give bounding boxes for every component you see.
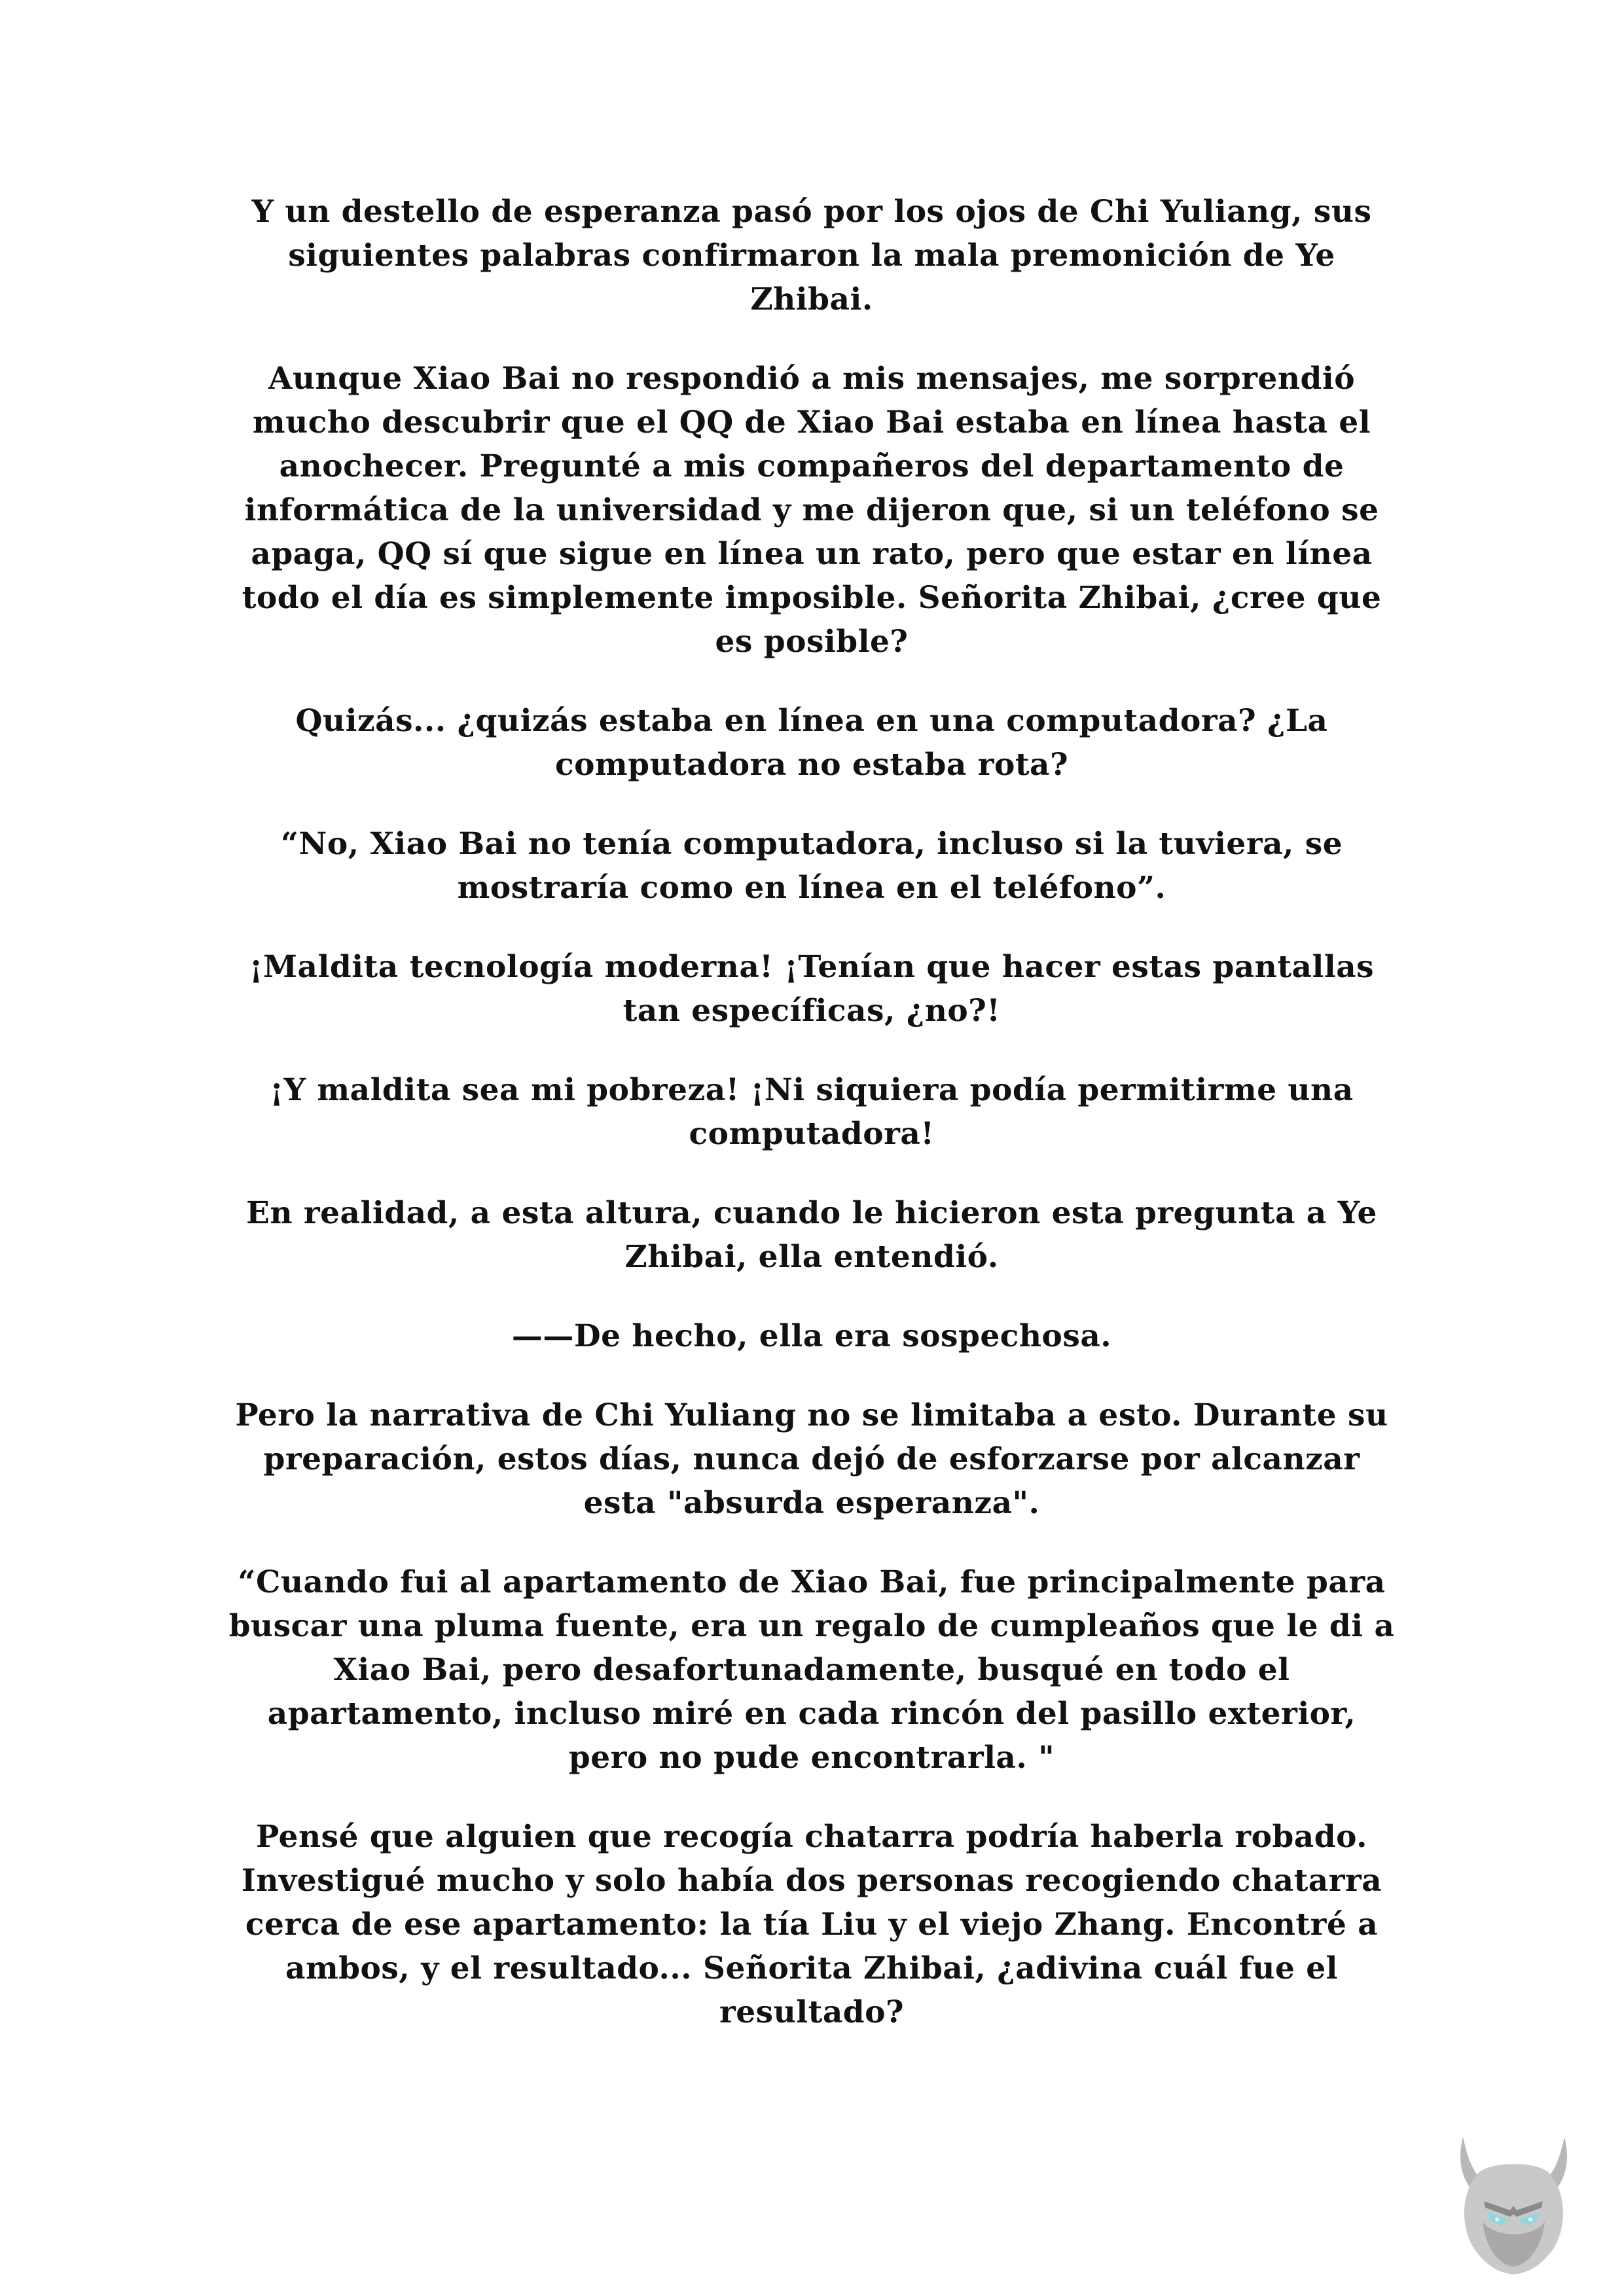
paragraph-10: “Cuando fui al apartamento de Xiao Bai, fue principalmente para buscar una pluma fuente, era un regalo de cumpleaños que le di a Xiao Bai, pero desafortunadamente, busqué en todo el apartamento, incluso miré en cada rincón del pasillo exterior, pero no pude encontrarla. "	[228, 1564, 1395, 1776]
paragraph-11: Pensé que alguien que recogía chatarra podría haberla robado. Investigué mucho y solo había dos personas recogiendo chatarra cerca de ese apartamento: la tía Liu y el viejo Zhang. Encontré a ambos, y el resultado... Señorita Zhibai, ¿adivina cuál fue el resultado?	[241, 1819, 1382, 2030]
paragraph-2: Aunque Xiao Bai no respondió a mis mensajes, me sorprendió mucho descubrir que el QQ de Xiao Bai estaba en línea hasta el anochecer. Pregunté a mis compañeros del departamento de informática de la universidad y me dijeron que, si un teléfono se apaga, QQ sí que sigue en línea un rato, pero que estar en línea todo el día es simplemente imposible. Señorita Zhibai, ¿cree que es posible?	[242, 361, 1382, 660]
paragraph-5: ¡Maldita tecnología moderna! ¡Tenían que hacer estas pantallas tan específicas, ¿no?!	[249, 949, 1375, 1029]
paragraph-3: Quizás... ¿quizás estaba en línea en una computadora? ¿La computadora no estaba rota?	[295, 703, 1328, 783]
paragraph-9: Pero la narrativa de Chi Yuliang no se limitaba a esto. Durante su preparación, estos días, nunca dejó de esforzarse por alcanzar esta "absurda esperanza".	[235, 1397, 1388, 1521]
demon-head-icon	[1437, 2124, 1591, 2278]
paragraph-1: Y un destello de esperanza pasó por los ojos de Chi Yuliang, sus siguientes palabras confirmaron la mala premonición de Ye Zhibai.	[251, 194, 1372, 317]
paragraph-8: ——De hecho, ella era sospechosa.	[511, 1318, 1112, 1354]
eye-glint-left	[1495, 2217, 1499, 2221]
paragraph-7: En realidad, a esta altura, cuando le hicieron esta pregunta a Ye Zhibai, ella entendió.	[246, 1195, 1377, 1275]
paragraph-4: “No, Xiao Bai no tenía computadora, incluso si la tuviera, se mostraría como en línea en el teléfono”.	[280, 826, 1343, 906]
paragraph-6: ¡Y maldita sea mi pobreza! ¡Ni siquiera podía permitirme una computadora!	[270, 1072, 1354, 1152]
eye-glint-right	[1528, 2217, 1532, 2221]
document-body	[223, 190, 1401, 2070]
